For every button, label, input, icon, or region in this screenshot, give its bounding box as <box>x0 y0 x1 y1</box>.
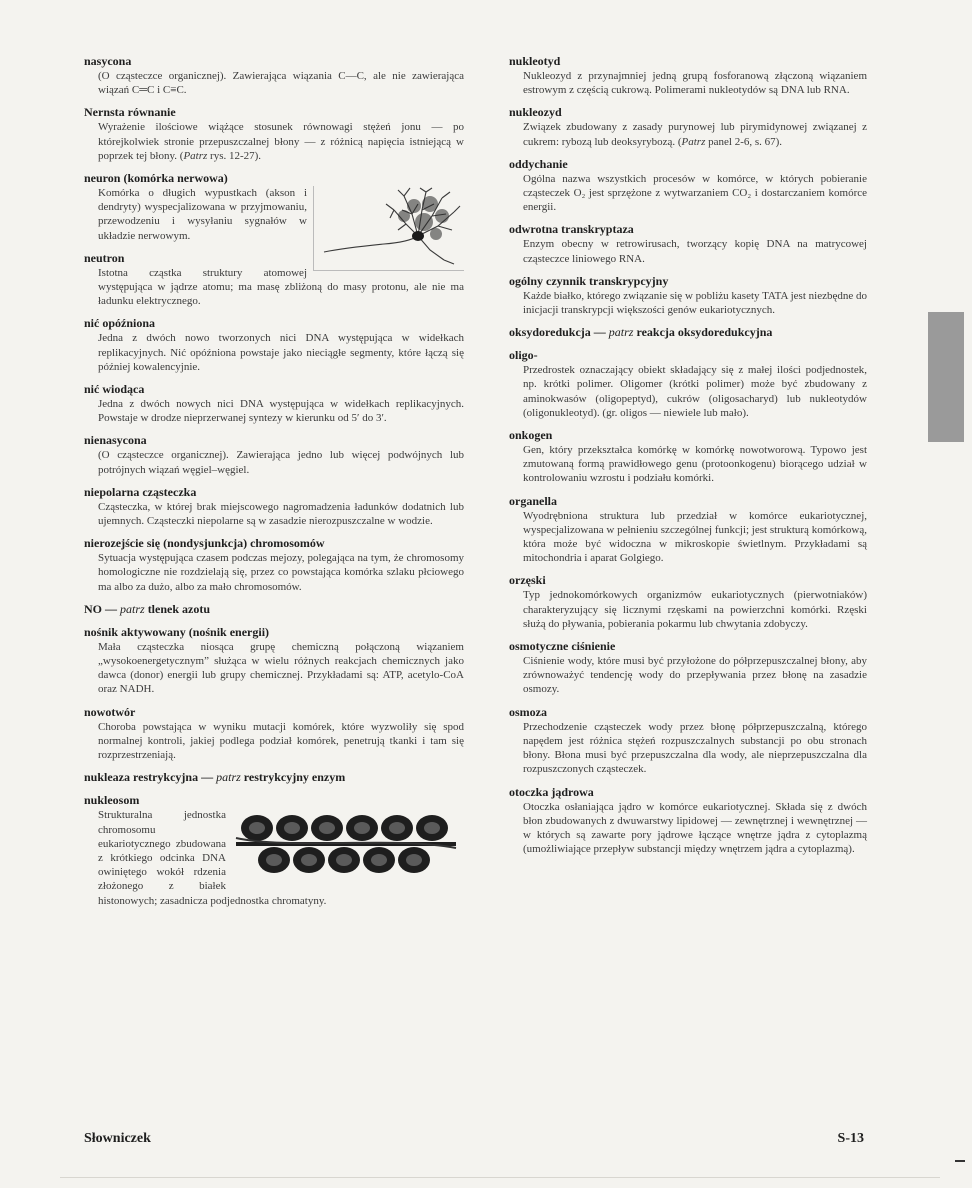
entry-term: nukleozyd <box>509 105 562 120</box>
glossary-entry <box>84 485 464 528</box>
glossary-entry <box>509 105 867 148</box>
entry-definition: Enzym obecny w retrowirusach, tworzący kopię DNA na matrycowej cząsteczce liniowego RNA. <box>523 238 867 265</box>
entry-term: nowotwór <box>84 704 136 719</box>
entry-term: neutron <box>84 250 125 265</box>
glossary-entry <box>84 54 464 97</box>
entry-definition: (O cząsteczce organicznej). Zawierająca wiązania C—C, ale nie zawierająca wiązań C═C i C≡C. <box>98 70 464 97</box>
entry-definition: Jedna z dwóch nowo tworzonych nici DNA występująca w widełkach replikacyjnych. Nić opóźniona powstaje jako nieciągłe segmenty, które łączą się później kowalencyjnie. <box>98 332 464 373</box>
glossary-entry <box>84 105 464 163</box>
page-edge-divider <box>60 1177 940 1178</box>
entry-definition: Jedna z dwóch nowych nici DNA występująca w widełkach replikacyjnych. Powstaje w drodze nieprzerwanej syntezy w kierunku od 5′ do 3′. <box>98 398 464 425</box>
glossary-entry <box>84 382 464 425</box>
glossary-entry <box>84 433 464 476</box>
glossary-entry <box>509 274 867 317</box>
entry-definition: Sytuacja występująca czasem podczas mejozy, polegająca na tym, że chromosomy homologiczne nie rozdzielają się, przez co powstająca komórka szlaku płciowego ma albo za dużo, albo za mało chromosomów. <box>98 552 464 593</box>
glossary-entry <box>509 573 867 631</box>
entry-term: nić wiodąca <box>84 382 145 397</box>
entry-definition: Wyrażenie ilościowe wiążące stosunek równowagi stężeń jonu — po którejkolwiek stronie przepuszczalnej błony — z różnicą napięcia istniejącą w poprzek tej błony. (Patrz rys. 12-27). <box>98 121 464 162</box>
entry-definition: Ogólna nazwa wszystkich procesów w komórce, w których pobieranie cząsteczek O₂ jest sprzężone z wytwarzaniem CO₂ i dostarczaniem komórce energii. <box>523 172 867 214</box>
glossary-entry <box>509 325 867 340</box>
crop-mark <box>955 1160 965 1162</box>
entry-term: osmoza <box>509 704 547 719</box>
glossary-entry <box>84 705 464 763</box>
entry-term: nukleaza restrykcyjna — patrz restrykcyjny enzym <box>84 770 346 785</box>
entry-definition: Związek zbudowany z zasady purynowej lub pirymidynowej związanej z cukrem: rybozą lub deoksyrybozą. (Patrz panel 2-6, s. 67). <box>523 121 867 148</box>
entry-term: niepolarna cząsteczka <box>84 484 197 499</box>
entry-term: nukleosom <box>84 793 140 808</box>
glossary-entry <box>84 536 464 594</box>
entry-definition: Otoczka osłaniająca jądro w komórce eukariotycznej. Składa się z dwóch błon zbudowanych z dwuwarstwy lipidowej — zewnętrznej i wewnętrznej — w których są zawarte pory jądrowe łączące wnętrze jądra z cytoplazmą (umożliwiające przepływ substancji między wnętrzem jądra a cytoplazmą). <box>523 800 867 856</box>
entry-term: nierozejście się (nondysjunkcja) chromosomów <box>84 536 325 551</box>
entry-definition: Cząsteczka, w której brak miejscowego nagromadzenia ładunków dodatnich lub ujemnych. Cząsteczki niepolarne są w zasadzie nierozpuszczalne w wodzie. <box>98 500 464 528</box>
glossary-entry <box>84 316 464 374</box>
entry-term: neuron (komórka nerwowa) <box>84 171 228 186</box>
glossary-entry <box>509 157 867 215</box>
entry-term: nośnik aktywowany (nośnik energii) <box>84 624 270 639</box>
glossary-entry <box>509 785 867 857</box>
entry-term: odwrotna transkryptaza <box>509 222 634 237</box>
entry-definition: Choroba powstająca w wyniku mutacji komórek, które wyzwoliły się spod normalnej kontroli, jakiej podlega podział komórek, penetrują tkanki i tam się rozprzestrzeniają. <box>98 720 464 762</box>
glossary-entry <box>84 770 464 785</box>
entry-definition: Każde białko, którego związanie się w pobliżu kasety TATA jest niezbędne do inicjacji transkrypcji większości genów eukariotycznych. <box>523 289 867 317</box>
entry-term: nukleotyd <box>509 54 561 68</box>
entry-term: nienasycona <box>84 433 147 448</box>
glossary-entry <box>509 705 867 777</box>
entry-definition: Komórka o długich wypustkach (akson i dendryty) wyspecjalizowana w przyjmowaniu, przewodzeniu i wysyłaniu sygnałów w układzie nerwowym. <box>84 186 464 243</box>
glossary-right-column <box>509 54 867 864</box>
entry-term: nasycona <box>84 54 132 68</box>
glossary-entry <box>84 171 464 243</box>
glossary-entry <box>509 348 867 420</box>
entry-term: osmotyczne ciśnienie <box>509 639 616 654</box>
entry-definition: Wyodrębniona struktura lub przedział w komórce eukariotycznej, wyspecjalizowana w pełnieniu szczególnej funkcji; jest strukturą komórkową, która może być widoczna w mikroskopie świetlnym. Przykładami są mitochondria i aparat Golgiego. <box>523 509 867 565</box>
entry-term: oksydoredukcja — patrz reakcja oksydoredukcyjna <box>509 325 773 340</box>
entry-term: ogólny czynnik transkrypcyjny <box>509 273 669 288</box>
entry-definition: (O cząsteczce organicznej). Zawierająca jedno lub więcej podwójnych lub potrójnych wiązań węgiel–węgiel. <box>98 449 464 476</box>
glossary-entry <box>509 222 867 265</box>
nucleosome-illustration <box>232 808 460 884</box>
thumb-index-tab <box>928 312 964 442</box>
glossary-left-column <box>84 54 464 916</box>
entry-term: oligo- <box>509 348 538 363</box>
entry-definition: Gen, który przekształca komórkę w komórkę nowotworową. Typowo jest zmutowaną formą prawidłowego genu (protoonkogenu) biorącego udział w kontrolowaniu wzrostu i podziału komórki. <box>523 444 867 485</box>
entry-definition: Przechodzenie cząsteczek wody przez błonę półprzepuszczalną, którego napędem jest różnica stężeń rozpuszczalnych substancji po obu stronach błony. Błona musi być przepuszczalna dla wody, ale nieprzepuszczalna dla rozpuszczonych cząsteczek. <box>523 720 867 776</box>
glossary-entry <box>509 428 867 486</box>
glossary-entry <box>509 494 867 566</box>
entry-term: NO — patrz tlenek azotu <box>84 601 211 616</box>
glossary-entry <box>84 793 464 907</box>
entry-term: organella <box>509 493 557 508</box>
entry-term: oddychanie <box>509 156 568 171</box>
glossary-entry <box>509 54 867 97</box>
entry-term: onkogen <box>509 428 553 443</box>
glossary-entry <box>84 625 464 697</box>
entry-term: otoczka jądrowa <box>509 784 594 799</box>
entry-definition: Przedrostek oznaczający obiekt składający się z małej ilości podjednostek, np. krótki polimer. Oligomer (krótki polimer) może być zbudowany z aminokwasów (oligopeptyd), cukrów (oligosacharyd) lub nukleotydów (oligonukleotyd). (gr. oligos — niewiele lub mało). <box>523 364 867 419</box>
footer-section-title: Słowniczek <box>84 1131 151 1146</box>
glossary-entry <box>84 602 464 617</box>
entry-definition: Ciśnienie wody, które musi być przyłożone do półprzepuszczalnej błony, aby zrównoważyć tendencję wody do przepływania przez błonę na zasadzie osmozy. <box>523 655 867 696</box>
entry-definition: Nukleozyd z przynajmniej jedną grupą fosforanową złączoną wiązaniem estrowym z częścią cukrową. Polimerami nukleotydów są DNA lub RNA. <box>523 70 867 97</box>
entry-term: Nernsta równanie <box>84 105 176 120</box>
page-number: S-13 <box>837 1131 864 1146</box>
entry-definition: Strukturalna jednostka chromosomu eukariotycznego zbudowana z krótkiego odcinka DNA owiniętego wokół rdzenia złożonego z białek histonowych; zasadnicza podjednostka chromatyny. <box>84 808 464 907</box>
entry-definition: Istotna cząstka struktury atomowej występująca w jądrze atomu; ma masę zbliżoną do masy protonu, ale nie ma ładunku elektrycznego. <box>98 266 464 308</box>
entry-definition: Mała cząsteczka niosąca grupę chemiczną połączoną wiązaniem „wysokoenergetycznym” służąca w wielu różnych reakcjach chemicznych jako dawca (donor) energii lub grupy chemicznej. Przykładami są: ATP, acetylo-CoA oraz NADH. <box>98 640 464 696</box>
entry-definition: Typ jednokomórkowych organizmów eukariotycznych (pierwotniaków) charakteryzujący się licznymi rzęskami na powierzchni komórki. Rzęski służą do pływania, pobierania pokarmu lub chwytania zdobyczy. <box>523 589 867 630</box>
entry-term: orzęski <box>509 573 546 588</box>
glossary-entry <box>509 639 867 697</box>
entry-term: nić opóźniona <box>84 316 156 331</box>
neuron-illustration <box>313 186 464 271</box>
